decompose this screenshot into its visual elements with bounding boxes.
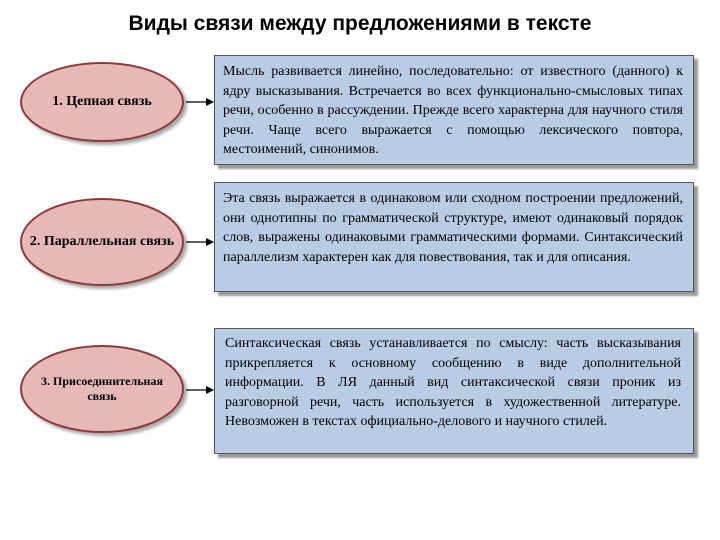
ellipse-label: 3. Присоединительная связь [41, 374, 163, 403]
arrow-right-icon [186, 384, 214, 396]
description-text: Мысль развивается линейно, последовательно: от известного (данного) к ядру высказывания. Встречается во всех функционально-смысловых типах речи, особенно в рассуждении. Прежде всего характерна для научного стиля речи. Чаще всего выражается с помощью лексического повтора, местоимений, синонимов. [223, 64, 683, 157]
page-title: Виды связи между предложениями в тексте [128, 12, 592, 35]
description-text: Синтаксическая связь устанавливается по смыслу: часть высказывания прикрепляется к основному сообщению в виде дополнительной информации. В ЛЯ данный вид синтаксической связи проник из разговорной речи, часть используется в художественной литературе. Невозможен в текстах официально-делового и научного стилей. [225, 336, 681, 429]
ellipse-parallel-connection [20, 198, 184, 286]
ellipse-label: 1. Цепная связь [52, 94, 152, 109]
description-box-parallel [214, 182, 694, 292]
ellipse-chain-connection [20, 62, 184, 142]
description-text: Эта связь выражается в одинаковом или сходном построении предложений, они однотипны по грамматической структуре, имеют одинаковый порядок слов, выражены одинаковыми грамматическими формами. Синтаксический параллелизм характерен как для повествования, так и для описания. [223, 191, 683, 265]
description-box-chain [214, 55, 694, 165]
arrow-right-icon [186, 96, 214, 108]
description-box-adjoining [214, 328, 694, 454]
ellipse-adjoining-connection [20, 345, 184, 433]
ellipse-label: 2. Параллельная связь [29, 234, 175, 249]
arrow-right-icon [186, 236, 214, 248]
